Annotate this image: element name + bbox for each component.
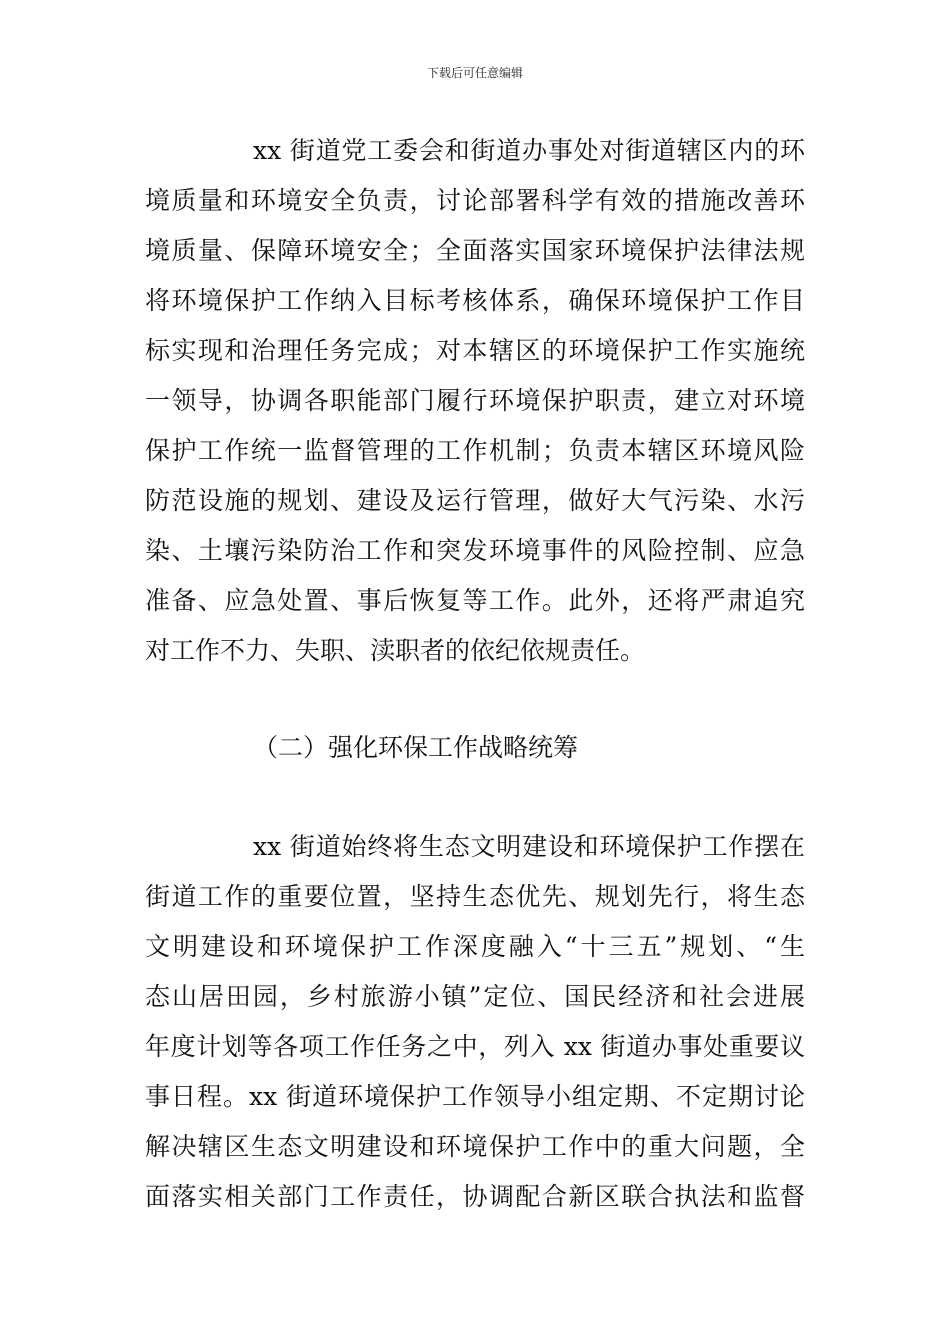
paragraph-line: 准备、应急处置、事后恢复等工作。此外，还将严肃追究: [145, 586, 805, 615]
paragraph-environment-responsibility: [145, 126, 805, 676]
paragraph-strategic-planning: [145, 822, 805, 1222]
page-header-note: 下载后可任意编辑: [426, 66, 523, 80]
paragraph-line: 一领导，协调各职能部门履行环境保护职责，建立对环境: [145, 386, 805, 415]
paragraph-line: 将环境保护工作纳入目标考核体系，确保环境保护工作目: [145, 286, 805, 315]
paragraph-line: 解决辖区生态文明建设和环境保护工作中的重大问题，全: [145, 1132, 805, 1161]
paragraph-line: 态山居田园，乡村旅游小镇”定位、国民经济和社会进展: [145, 982, 805, 1011]
paragraph-line: 保护工作统一监督管理的工作机制；负责本辖区环境风险: [145, 436, 805, 465]
paragraph-line: xx 街道始终将生态文明建设和环境保护工作摆在: [253, 832, 805, 861]
paragraph-line: 境质量、保障环境安全；全面落实国家环境保护法律法规: [145, 236, 805, 265]
paragraph-line: 年度计划等各项工作任务之中，列入 xx 街道办事处重要议: [145, 1032, 805, 1061]
paragraph-line: 标实现和治理任务完成；对本辖区的环境保护工作实施统: [145, 336, 805, 365]
paragraph-line: 对工作不力、失职、渎职者的依纪依规责任。: [145, 636, 646, 665]
paragraph-line: 事日程。xx 街道环境保护工作领导小组定期、不定期讨论: [145, 1082, 805, 1111]
paragraph-line: xx 街道党工委会和街道办事处对街道辖区内的环: [253, 136, 805, 165]
paragraph-line: 防范设施的规划、建设及运行管理，做好大气污染、水污: [145, 486, 805, 515]
paragraph-line: 面落实相关部门工作责任，协调配合新区联合执法和监督: [145, 1182, 805, 1211]
paragraph-line: 文明建设和环境保护工作深度融入“十三五”规划、“生: [145, 932, 805, 961]
paragraph-line: 染、土壤污染防治工作和突发环境事件的风险控制、应急: [145, 536, 805, 565]
section-heading: （二）强化环保工作战略统筹: [253, 733, 579, 762]
paragraph-line: 境质量和环境安全负责，讨论部署科学有效的措施改善环: [145, 186, 805, 215]
paragraph-line: 街道工作的重要位置，坚持生态优先、规划先行，将生态: [145, 882, 805, 911]
